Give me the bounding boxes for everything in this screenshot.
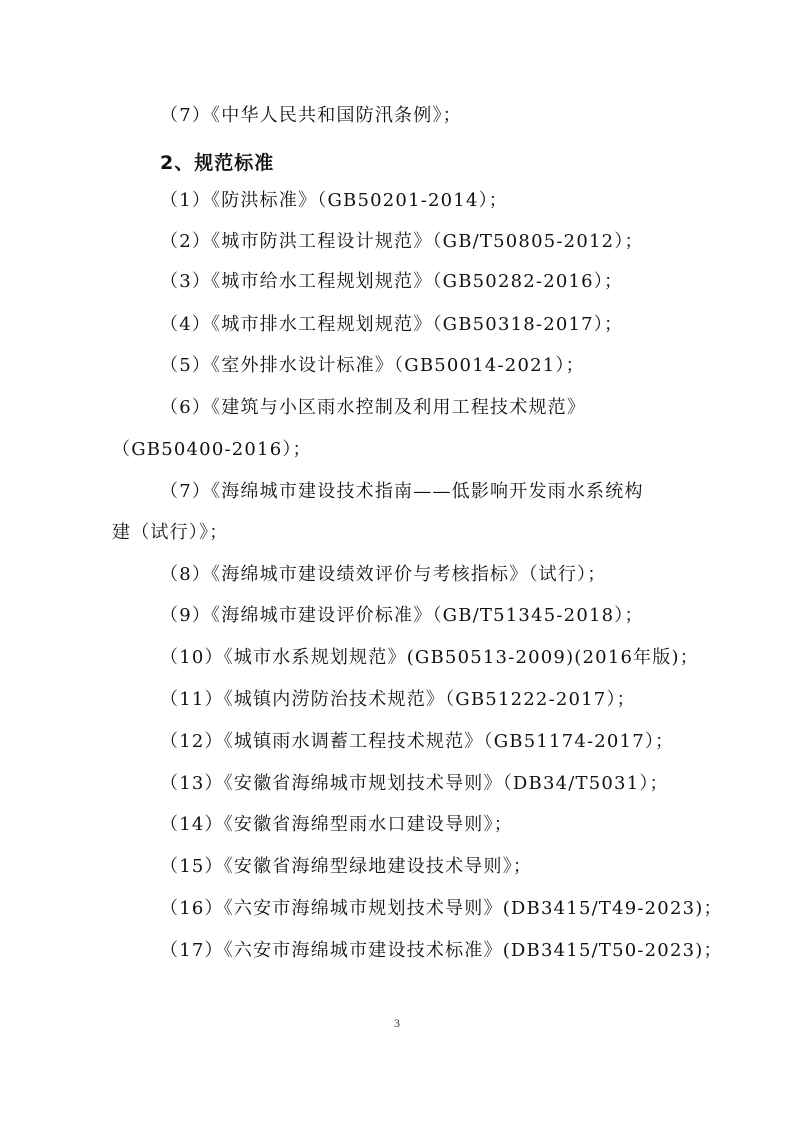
list-item: （13）《安徽省海绵城市规划技术导则》（DB34/T5031）； bbox=[160, 773, 669, 794]
list-item: （2）《城市防洪工程设计规范》（GB/T50805-2012）； bbox=[160, 231, 644, 252]
list-item: （4）《城市排水工程规划规范》（GB50318-2017）； bbox=[160, 314, 624, 335]
list-item: （3）《城市给水工程规划规范》（GB50282-2016）； bbox=[160, 271, 624, 292]
list-item: （17）《六安市海绵城市建设技术标准》(DB3415/T50-2023)； bbox=[160, 940, 723, 961]
list-item: （15）《安徽省海绵型绿地建设技术导则》； bbox=[160, 856, 533, 877]
list-item: （7）《海绵城市建设技术指南——低影响开发雨水系统构 bbox=[160, 481, 644, 502]
list-item: （8）《海绵城市建设绩效评价与考核指标》（试行）； bbox=[160, 564, 607, 585]
list-item-continuation: （GB50400-2016）； bbox=[112, 439, 312, 460]
list-item: （6）《建筑与小区雨水控制及利用工程技术规范》 bbox=[160, 397, 587, 418]
list-item: （7）《中华人民共和国防汛条例》； bbox=[160, 105, 462, 126]
list-item: （9）《海绵城市建设评价标准》（GB/T51345-2018）； bbox=[160, 605, 644, 626]
list-item-continuation: 建（试行）》； bbox=[112, 522, 229, 543]
page-number: 3 bbox=[394, 1016, 400, 1030]
list-item: （16）《六安市海绵城市规划技术导则》(DB3415/T49-2023)； bbox=[160, 898, 723, 919]
list-item: （12）《城镇雨水调蓄工程技术规范》（GB51174-2017）； bbox=[160, 731, 675, 752]
list-item: （1）《防洪标准》（GB50201-2014）； bbox=[160, 190, 509, 211]
list-item: （14）《安徽省海绵型雨水口建设导则》； bbox=[160, 814, 513, 835]
list-item: （11）《城镇内涝防治技术规范》（GB51222-2017）； bbox=[160, 689, 636, 710]
section-heading: 2、规范标准 bbox=[160, 152, 275, 174]
list-item: （10）《城市水系规划规范》(GB50513-2009)(2016年版)； bbox=[160, 647, 699, 668]
list-item: （5）《室外排水设计标准》（GB50014-2021）； bbox=[160, 355, 585, 376]
